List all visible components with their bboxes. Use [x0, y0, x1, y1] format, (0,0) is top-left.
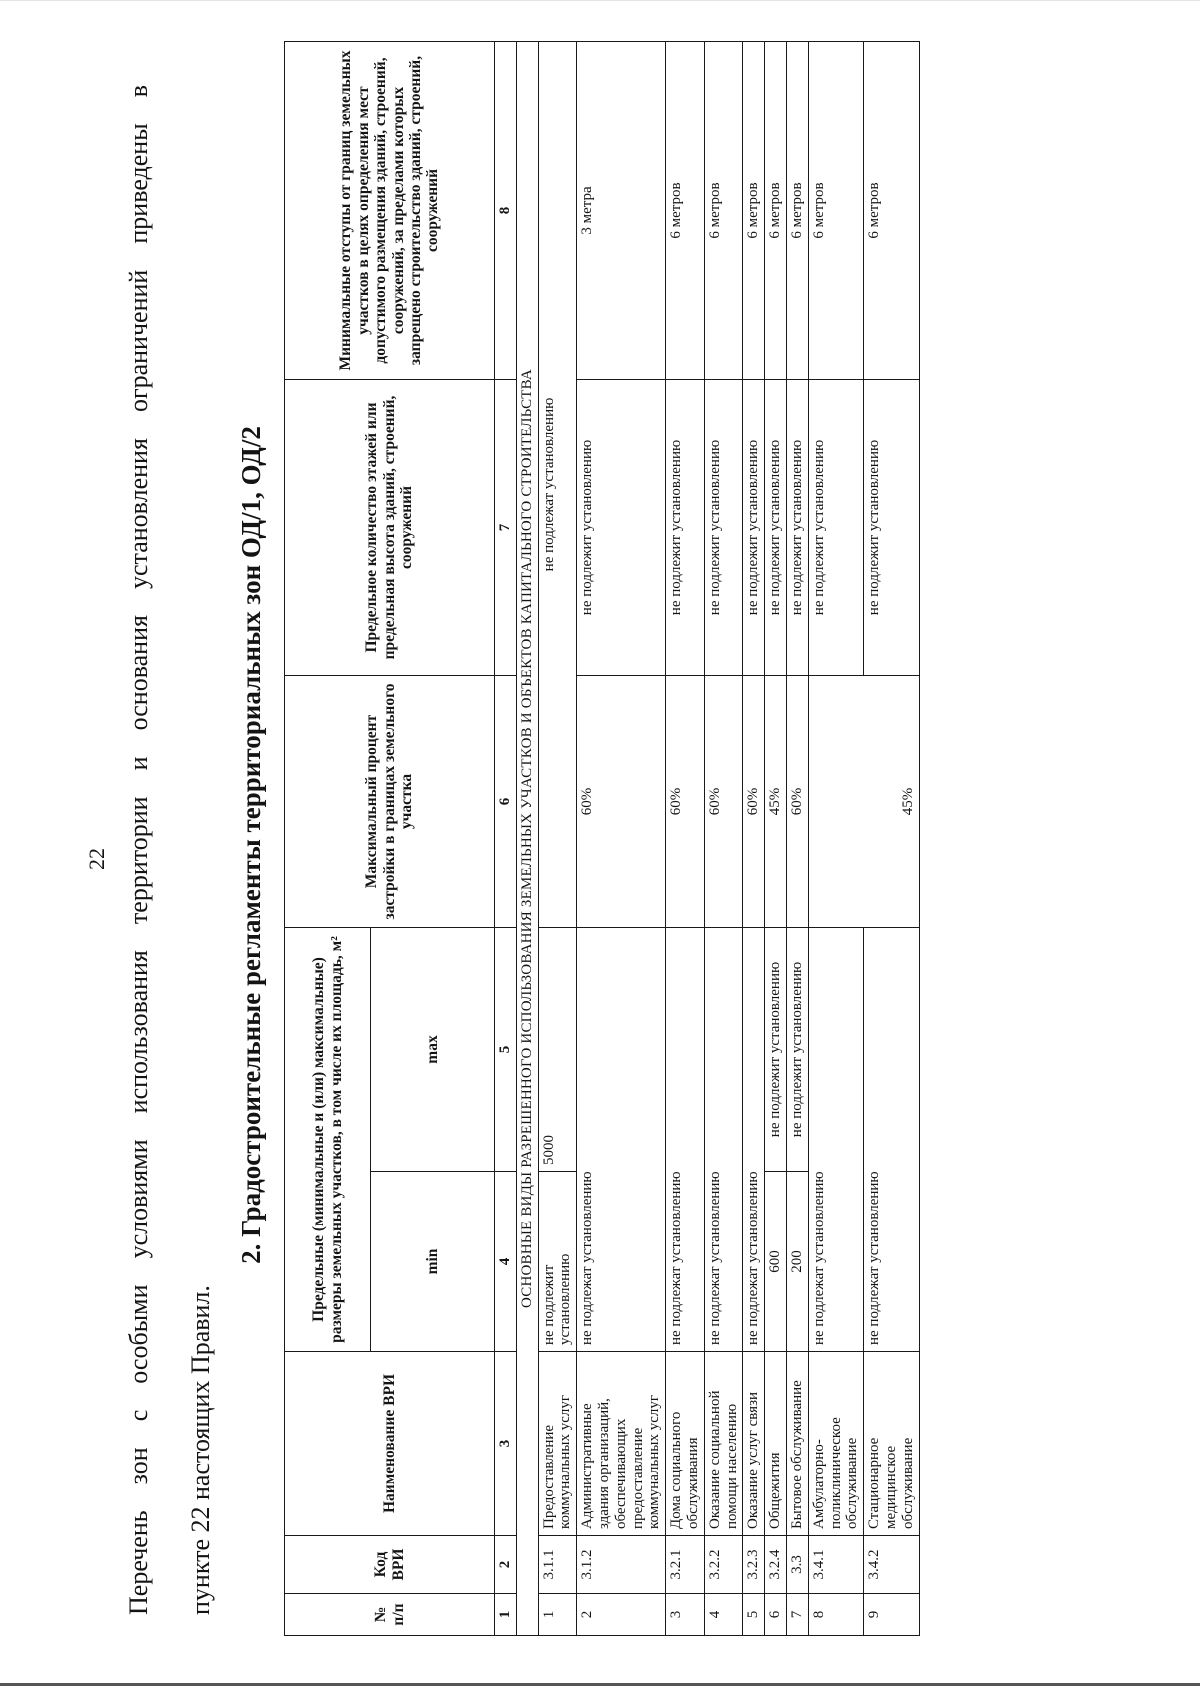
- header-code: Код ВРИ: [285, 1536, 495, 1594]
- cell-code: 3.4.2: [864, 1536, 919, 1594]
- cell-percent: 45%: [808, 676, 919, 928]
- cell-name: Амбулаторно-поликлиническое обслуживание: [808, 1352, 863, 1536]
- cell-size-merged: не подлежат установлению: [743, 928, 765, 1352]
- cell-floors: не подлежит установлению: [743, 380, 765, 676]
- cell-name: Предоставление коммунальных услуг: [538, 1352, 577, 1536]
- table-row: [786, 42, 808, 1636]
- cell-percent: 45%: [765, 676, 787, 928]
- cell-name: Оказание социальной помощи населению: [704, 1352, 743, 1536]
- column-number: 2: [495, 1536, 517, 1594]
- header-setback: Минимальные отступы от границ земельных участков в целях определения мест допустимого размещения зданий, строений, сооружений, за пределами которых запрещено строительство зданий, строений, сооружений: [285, 42, 495, 380]
- cell-min: 200: [786, 1172, 808, 1352]
- cell-size-merged: не подлежат установлению: [666, 928, 705, 1352]
- column-number: 5: [495, 928, 517, 1172]
- header-size-group-text: Предельные (минимальные и (или) максимальные) размеры земельных участков, в том числе их площадь, м²: [310, 936, 345, 1343]
- header-min: min: [371, 1172, 495, 1352]
- cell-floors: не подлежит установлению: [666, 380, 705, 676]
- cell-num: 1: [538, 1594, 577, 1636]
- cell-max: 5000: [538, 928, 577, 1172]
- intro-paragraph-line-2: пункте 22 настоящих Правил.: [186, 1285, 215, 1615]
- cell-num: 7: [786, 1594, 808, 1636]
- cell-floors: не подлежит установлению: [704, 380, 743, 676]
- page-number: 22: [84, 848, 109, 870]
- cell-setback: 6 метров: [864, 42, 919, 380]
- table-row: [743, 42, 765, 1636]
- section-title: ОСНОВНЫЕ ВИДЫ РАЗРЕШЕННОГО ИСПОЛЬЗОВАНИЯ ЗЕМЕЛЬНЫХ УЧАСТКОВ И ОБЪЕКТОВ КАПИТАЛЬНОГО СТРОИТЕЛЬСТВА: [516, 42, 538, 1636]
- column-number: 4: [495, 1172, 517, 1352]
- cell-code: 3.4.1: [808, 1536, 863, 1594]
- cell-percent: 60%: [577, 676, 666, 928]
- cell-setback: 3 метра: [577, 42, 666, 380]
- cell-min: 600: [765, 1172, 787, 1352]
- column-number: 7: [495, 380, 517, 676]
- section-title-row: [516, 42, 538, 1636]
- cell-size-merged: не подлежат установлению: [864, 928, 919, 1352]
- cell-min: не подлежит установлению: [538, 1172, 577, 1352]
- column-number: 1: [495, 1594, 517, 1636]
- table-row: [577, 42, 666, 1636]
- column-number: 3: [495, 1352, 517, 1536]
- cell-num: 3: [666, 1594, 705, 1636]
- header-floors: Предельное количество этажей или предельная высота зданий, строений, сооружений: [285, 380, 495, 676]
- column-number: 8: [495, 42, 517, 380]
- table-header-row: [285, 42, 371, 1636]
- cell-size-merged: не подлежат установлению: [808, 928, 863, 1352]
- cell-floors: не подлежит установлению: [864, 380, 919, 676]
- cell-code: 3.2.4: [765, 1536, 787, 1594]
- cell-name: Общежития: [765, 1352, 787, 1536]
- cell-setback: 6 метров: [765, 42, 787, 380]
- cell-num: 5: [743, 1594, 765, 1636]
- cell-name: Дома социального обслуживания: [666, 1352, 705, 1536]
- header-num: № п/п: [285, 1594, 495, 1636]
- cell-merged-6-8: не подлежат установлению: [538, 42, 577, 928]
- column-number-row: [495, 42, 517, 1636]
- cell-setback: 6 метров: [666, 42, 705, 380]
- cell-num: 2: [577, 1594, 666, 1636]
- cell-name: Стационарное медицинское обслуживание: [864, 1352, 919, 1536]
- cell-percent: 60%: [704, 676, 743, 928]
- table-row: [765, 42, 787, 1636]
- cell-name: Оказание услуг связи: [743, 1352, 765, 1536]
- cell-code: 3.3: [786, 1536, 808, 1594]
- cell-size-merged: не подлежат установлению: [704, 928, 743, 1352]
- cell-floors: не подлежит установлению: [577, 380, 666, 676]
- cell-code: 3.2.3: [743, 1536, 765, 1594]
- cell-code: 3.2.2: [704, 1536, 743, 1594]
- cell-size-merged: не подлежат установлению: [577, 928, 666, 1352]
- cell-setback: 6 метров: [743, 42, 765, 380]
- column-number: 6: [495, 676, 517, 928]
- cell-code: 3.2.1: [666, 1536, 705, 1594]
- cell-setback: 6 метров: [704, 42, 743, 380]
- cell-num: 9: [864, 1594, 919, 1636]
- cell-num: 6: [765, 1594, 787, 1636]
- intro-paragraph-line-1: Перечень зон с особыми условиями использования территории и основания установления ограничений приведены в: [124, 85, 153, 1615]
- cell-setback: 6 метров: [786, 42, 808, 380]
- cell-floors: не подлежит установлению: [786, 380, 808, 676]
- cell-num: 8: [808, 1594, 863, 1636]
- cell-setback: 6 метров: [808, 42, 863, 380]
- regulations-table: [284, 41, 920, 1636]
- table-row: [538, 42, 577, 1636]
- cell-percent: 60%: [786, 676, 808, 928]
- cell-max: не подлежит установлению: [765, 928, 787, 1172]
- cell-num: 4: [704, 1594, 743, 1636]
- header-name: Наименование ВРИ: [285, 1352, 495, 1536]
- cell-percent: 60%: [743, 676, 765, 928]
- cell-max: не подлежит установлению: [786, 928, 808, 1172]
- cell-name: Бытовое обслуживание: [786, 1352, 808, 1536]
- cell-name: Административные здания организаций, обеспечивающих предоставление коммунальных услуг: [577, 1352, 666, 1536]
- cell-code: 3.1.1: [538, 1536, 577, 1594]
- table-row: [666, 42, 705, 1636]
- cell-floors: не подлежит установлению: [808, 380, 863, 676]
- cell-floors: не подлежит установлению: [765, 380, 787, 676]
- cell-code: 3.1.2: [577, 1536, 666, 1594]
- header-max: max: [371, 928, 495, 1172]
- table-row: [808, 42, 863, 1636]
- cell-percent: 60%: [666, 676, 705, 928]
- section-heading: 2. Градостроительные регламенты территориальных зон ОД/1, ОД/2: [236, 426, 266, 1264]
- header-percent: Максимальный процент застройки в границах земельного участка: [285, 676, 495, 928]
- table-row: [704, 42, 743, 1636]
- header-size-group: [285, 928, 371, 1352]
